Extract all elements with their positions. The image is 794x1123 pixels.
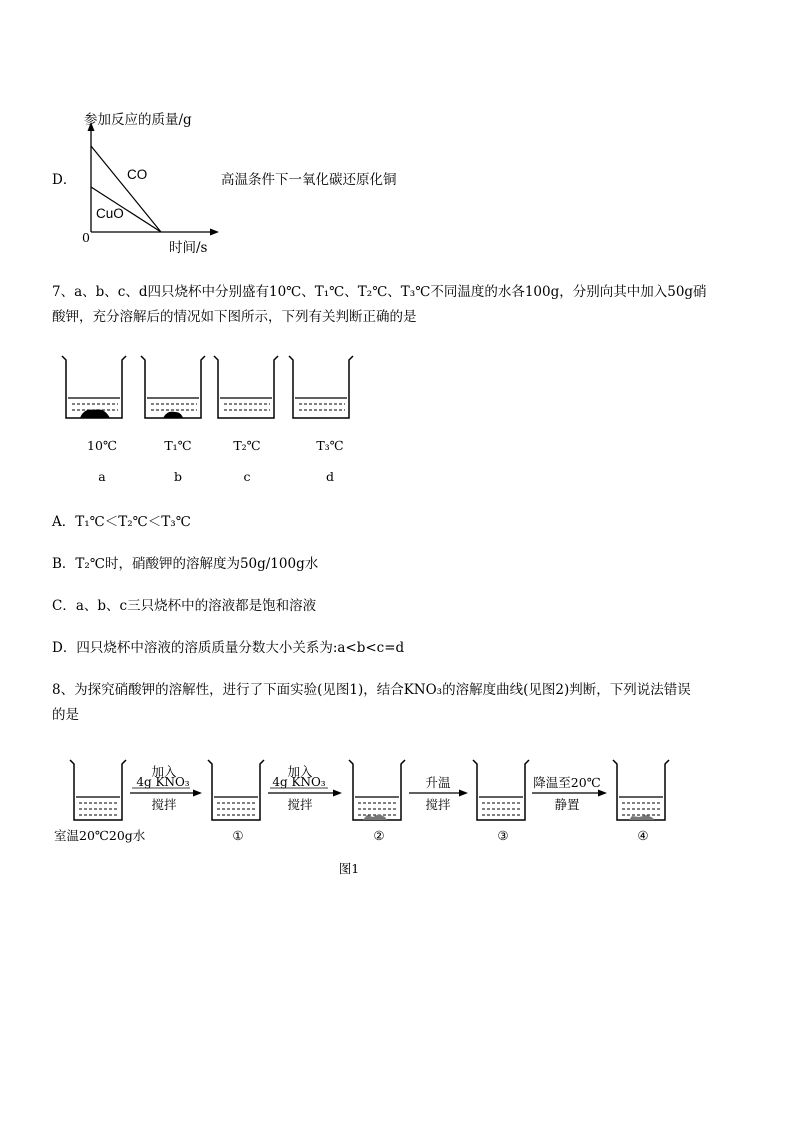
x-axis-label: 时间/s	[169, 240, 208, 256]
beaker-1-label: ①	[232, 828, 244, 843]
q8-stem-line2: 的是	[52, 707, 79, 723]
step2-bottom: 搅拌	[287, 797, 313, 812]
step2-top: 加入	[287, 764, 313, 779]
figure-1-caption: 图1	[338, 861, 360, 876]
q7-option-d: D．四只烧杯中溶液的溶质质量分数大小关系为:a<b<c=d	[52, 640, 405, 656]
step1-top: 加入	[151, 764, 177, 779]
beaker-d-temp: T₃℃	[316, 438, 344, 453]
beaker-3	[473, 760, 529, 820]
step2-mid: 4g KNO₃	[272, 775, 326, 789]
cuo-line-label: CuO	[96, 206, 124, 221]
step1-mid: 4g KNO₃	[136, 775, 190, 789]
step3-top: 升温	[425, 775, 451, 790]
option-d-description: 高温条件下一氧化碳还原化铜	[221, 172, 397, 188]
start-beaker	[70, 760, 126, 820]
step3-bottom: 搅拌	[425, 797, 451, 812]
start-beaker-label: 室温20℃20g水	[54, 828, 146, 843]
beaker-3-label: ③	[497, 828, 509, 843]
beaker-a-temp: 10℃	[87, 438, 117, 453]
beaker-1	[208, 760, 264, 820]
q7-option-c: C．a、b、c三只烧杯中的溶液都是饱和溶液	[52, 598, 317, 614]
q7-stem-line2: 酸钾，充分溶解后的情况如下图所示，下列有关判断正确的是	[52, 309, 417, 325]
beaker-b-letter: b	[173, 469, 182, 484]
beaker-4-label: ④	[637, 828, 649, 843]
q7-option-b: B．T₂℃时，硝酸钾的溶解度为50g/100g水	[52, 556, 319, 572]
q7-option-a: A．T₁℃＜T₂℃＜T₃℃	[52, 514, 191, 530]
beaker-2	[349, 760, 405, 820]
beaker-4-crystals	[629, 815, 654, 820]
option-d-label: D．	[52, 172, 77, 188]
step1-bottom: 搅拌	[151, 797, 177, 812]
q7-stem-line1: 7、a、b、c、d四只烧杯中分别盛有10℃、T₁℃、T₂℃、T₃℃不同温度的水各100g，分别向其中加入50g硝	[52, 284, 707, 300]
beaker-4	[613, 760, 669, 820]
step4-bottom: 静置	[554, 797, 580, 812]
beaker-c-temp: T₂℃	[233, 438, 261, 453]
beaker-b-temp: T₁℃	[164, 438, 192, 453]
beaker-c-letter: c	[243, 469, 251, 484]
beaker-d-letter: d	[325, 469, 334, 484]
step4-top: 降温至20℃	[533, 775, 601, 790]
co-line-label: CO	[127, 167, 148, 182]
y-axis-label: 参加反应的质量/g	[84, 112, 192, 128]
origin-label: 0	[82, 230, 90, 245]
beaker-2-label: ②	[373, 828, 385, 843]
beaker-a-letter: a	[98, 469, 106, 484]
q8-stem-line1: 8、为探究硝酸钾的溶解性，进行了下面实验(见图1)，结合KNO₃的溶解度曲线(见图2)判断，下列说法错误	[52, 682, 691, 698]
